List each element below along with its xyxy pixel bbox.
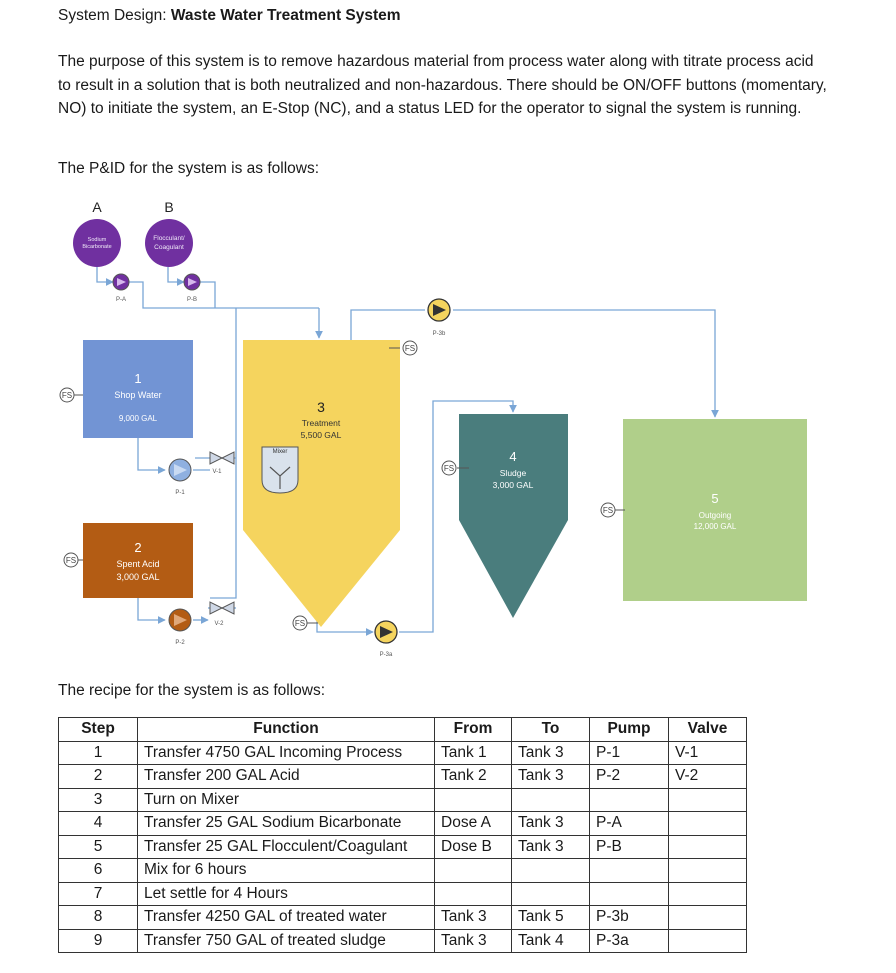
- pump-p3b-label: P-3b: [432, 331, 446, 337]
- tank-1-name: Shop Water: [114, 390, 162, 400]
- pid-intro-text: The P&ID for the system is as follows:: [58, 160, 320, 177]
- table-row: [59, 788, 747, 812]
- fs-label-tank-3-bottom: FS: [294, 619, 306, 628]
- tank-3-name: Treatment: [301, 418, 341, 428]
- tank-5-capacity: 12,000 GAL: [693, 522, 737, 531]
- tank-1-capacity: 9,000 GAL: [118, 414, 158, 423]
- tank-2-number: 2: [134, 540, 142, 555]
- tank-4-sludge: [459, 414, 568, 618]
- to-cell: [512, 788, 590, 812]
- to-cell: Tank 3: [512, 765, 590, 789]
- recipe-table: [58, 717, 747, 953]
- fs-label-tank-4: FS: [443, 464, 455, 473]
- dose-a-label-2: Bicarbonate: [82, 244, 112, 250]
- tank-4-number: 4: [509, 449, 517, 464]
- pump-cell: [590, 788, 669, 812]
- from-cell: Dose B: [435, 835, 512, 859]
- to-cell: [512, 882, 590, 906]
- pump-cell: P-1: [590, 741, 669, 765]
- col-valve: Valve: [669, 718, 747, 742]
- valve-cell: [669, 929, 747, 953]
- dose-b-label-2: Coagulant: [154, 244, 184, 251]
- col-function: Function: [138, 718, 435, 742]
- dose-b-tank: [145, 219, 193, 267]
- dose-b-label-1: Flocculant/: [153, 235, 185, 242]
- tank-4-capacity: 3,000 GAL: [492, 480, 534, 490]
- pump-cell: P-3a: [590, 929, 669, 953]
- table-row: [59, 929, 747, 953]
- pump-cell: [590, 859, 669, 883]
- pump-p3a-label: P-3a: [379, 652, 393, 658]
- purpose-paragraph: The purpose of this system is to remove hazardous material from process water along with titrate process acid to result in a solution that is both neutralized and non-hazardous. There should be ON/OFF buttons (momentary, NO) to initiate the system, an E-Stop (NC), and a status LED for the operator to signal the system is running.: [58, 53, 827, 117]
- from-cell: [435, 882, 512, 906]
- tank-2-capacity: 3,000 GAL: [116, 572, 160, 582]
- tank-3-number: 3: [317, 399, 325, 415]
- valve-v2: [210, 602, 234, 614]
- dose-a-letter: A: [92, 199, 102, 215]
- step-cell: 3: [59, 788, 138, 812]
- pump-p1: [169, 459, 191, 481]
- title-prefix: System Design:: [58, 7, 171, 24]
- pump-cell: P-B: [590, 835, 669, 859]
- to-cell: Tank 3: [512, 741, 590, 765]
- function-cell: Transfer 4250 GAL of treated water: [138, 906, 435, 930]
- to-cell: Tank 3: [512, 812, 590, 836]
- table-row: [59, 812, 747, 836]
- valve-v1-label: V-1: [212, 469, 222, 475]
- dose-a-tank: [73, 219, 121, 267]
- col-from: From: [435, 718, 512, 742]
- from-cell: Dose A: [435, 812, 512, 836]
- function-cell: Transfer 200 GAL Acid: [138, 765, 435, 789]
- fs-label-tank-5: FS: [602, 506, 614, 515]
- valve-cell: V-2: [669, 765, 747, 789]
- valve-cell: [669, 788, 747, 812]
- table-row: [59, 835, 747, 859]
- valve-v1: [210, 452, 234, 464]
- pump-cell: [590, 882, 669, 906]
- function-cell: Transfer 750 GAL of treated sludge: [138, 929, 435, 953]
- to-cell: Tank 4: [512, 929, 590, 953]
- step-cell: 4: [59, 812, 138, 836]
- tank-4-name: Sludge: [499, 468, 527, 478]
- from-cell: Tank 3: [435, 929, 512, 953]
- pump-p3a: [375, 621, 397, 643]
- pump-cell: P-A: [590, 812, 669, 836]
- function-cell: Transfer 25 GAL Sodium Bicarbonate: [138, 812, 435, 836]
- pump-cell: P-3b: [590, 906, 669, 930]
- tank-1-number: 1: [134, 371, 142, 386]
- system-name: Waste Water Treatment System: [170, 7, 401, 24]
- to-cell: [512, 859, 590, 883]
- recipe-header-row: [59, 718, 747, 742]
- pump-p2: [169, 609, 191, 631]
- step-cell: 8: [59, 906, 138, 930]
- recipe-intro-text: The recipe for the system is as follows:: [58, 682, 326, 699]
- fs-label-tank-3-top: FS: [404, 344, 416, 353]
- tank-5-outgoing: [623, 419, 807, 601]
- mixer-label: Mixer: [272, 449, 288, 455]
- valve-cell: [669, 906, 747, 930]
- table-row: [59, 741, 747, 765]
- to-cell: Tank 5: [512, 906, 590, 930]
- dose-a-label-1: Sodium: [87, 237, 107, 243]
- col-to: To: [512, 718, 590, 742]
- valve-cell: V-1: [669, 741, 747, 765]
- valve-cell: [669, 812, 747, 836]
- step-cell: 2: [59, 765, 138, 789]
- table-row: [59, 882, 747, 906]
- pump-pb: [184, 274, 200, 290]
- function-cell: Let settle for 4 Hours: [138, 882, 435, 906]
- valve-v2-label: V-2: [214, 621, 224, 627]
- pump-cell: P-2: [590, 765, 669, 789]
- function-cell: Mix for 6 hours: [138, 859, 435, 883]
- step-cell: 6: [59, 859, 138, 883]
- step-cell: 5: [59, 835, 138, 859]
- from-cell: Tank 1: [435, 741, 512, 765]
- function-cell: Turn on Mixer: [138, 788, 435, 812]
- from-cell: [435, 859, 512, 883]
- valve-cell: [669, 835, 747, 859]
- tank-1-shop-water: [83, 340, 193, 438]
- valve-cell: [669, 882, 747, 906]
- pump-pb-label: P-B: [186, 297, 198, 303]
- dose-b-letter: B: [164, 199, 174, 215]
- pid-diagram: [55, 195, 815, 665]
- table-row: [59, 765, 747, 789]
- step-cell: 9: [59, 929, 138, 953]
- tank-3-capacity: 5,500 GAL: [300, 430, 342, 440]
- pump-pa: [113, 274, 129, 290]
- to-cell: Tank 3: [512, 835, 590, 859]
- pump-pa-label: P-A: [115, 297, 127, 303]
- from-cell: Tank 2: [435, 765, 512, 789]
- from-cell: Tank 3: [435, 906, 512, 930]
- fs-label-tank-2: FS: [65, 556, 77, 565]
- valve-cell: [669, 859, 747, 883]
- from-cell: [435, 788, 512, 812]
- table-row: [59, 859, 747, 883]
- pump-p2-label: P-2: [175, 640, 185, 646]
- document-title: [58, 4, 401, 28]
- fs-label-tank-1: FS: [61, 391, 73, 400]
- tank-5-name: Outgoing: [698, 511, 732, 520]
- step-cell: 1: [59, 741, 138, 765]
- function-cell: Transfer 25 GAL Flocculent/Coagulant: [138, 835, 435, 859]
- tank-2-name: Spent Acid: [116, 559, 160, 569]
- step-cell: 7: [59, 882, 138, 906]
- function-cell: Transfer 4750 GAL Incoming Process: [138, 741, 435, 765]
- tank-5-number: 5: [711, 491, 719, 506]
- table-row: [59, 906, 747, 930]
- col-pump: Pump: [590, 718, 669, 742]
- pump-p1-label: P-1: [175, 490, 185, 496]
- col-step: Step: [59, 718, 138, 742]
- pump-p3b: [428, 299, 450, 321]
